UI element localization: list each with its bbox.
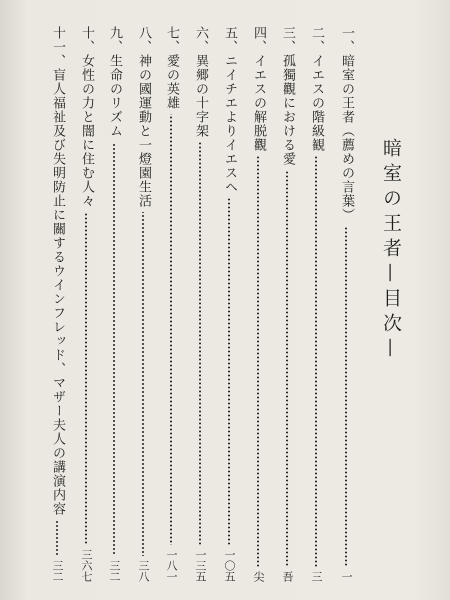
toc-entry-page: 三二 [51,560,64,582]
toc-entry-title: 生命のリズム [107,54,122,138]
toc-entry-number: 五、 [222,26,237,54]
toc-entry-page: 一三五 [194,549,207,582]
dot-leader [46,520,68,556]
book-title: 暗室の王者—目次— [380,138,402,363]
dot-leader [103,142,125,556]
toc-entry-number: 八、 [136,26,151,54]
toc-entry-4 [247,26,269,586]
toc-entry-number: 一、 [339,26,354,54]
toc-entry-title: 盲人福祉及び失明防止に關するウインフレッド、マザー夫人の講演内容 [50,68,65,516]
toc-entry-number: 十一、 [50,26,65,68]
toc-entry-page: 一八一 [165,549,178,582]
toc-entry-title: 暗室の王者（薦めの言葉） [339,54,354,222]
toc-entry-1 [335,26,357,586]
dot-leader [75,212,97,545]
toc-entry-page: 三六七 [80,549,93,582]
toc-entry-6 [189,26,211,586]
toc-entry-5 [218,26,240,586]
toc-entry-page: 三二 [108,560,121,582]
toc-entry-page: 一〇五 [223,549,236,582]
toc-entry-number: 十、 [79,26,94,54]
toc-entry-title: イエスの解脱觀 [251,54,266,152]
toc-entry-page: 一 [340,571,353,582]
toc-entry-number: 三、 [280,26,295,54]
dot-leader [189,142,211,545]
toc-entry-title: 愛の英雄 [164,54,179,110]
toc-entry-7 [160,26,182,586]
toc-entry-9 [103,26,125,586]
toc-entry-title: 女性の力と闇に住む人々 [79,54,94,208]
toc-entry-page: 吾 [281,571,294,582]
dot-leader [276,170,298,567]
toc-entry-8 [132,26,154,586]
toc-entry-title: イエスの階級観 [309,54,324,152]
toc-entry-3 [276,26,298,586]
toc-entry-2 [305,26,327,586]
toc-entry-page: 三 [310,571,323,582]
toc-entry-number: 二、 [309,26,324,54]
toc-entry-title: 異郷の十字架 [193,54,208,138]
toc-entry-title: 神の國運動と一燈園生活 [136,54,151,208]
dot-leader [132,212,154,556]
toc-entry-page: 尖 [252,571,265,582]
toc-entry-title: 孤獨觀における愛 [280,54,295,166]
dot-leader [247,156,269,567]
toc-entry-10 [75,26,97,586]
toc-entry-number: 七、 [164,26,179,54]
dot-leader [335,226,357,567]
dot-leader [218,198,240,545]
toc-entry-number: 四、 [251,26,266,54]
toc-entry-title: ニイチエよりイエスヘ [222,54,237,194]
toc-entry-11 [46,26,68,586]
toc-entry-number: 九、 [107,26,122,54]
dot-leader [305,156,327,567]
toc-entry-number: 六、 [193,26,208,54]
dot-leader [160,114,182,545]
toc-entry-page: 三八 [137,560,150,582]
